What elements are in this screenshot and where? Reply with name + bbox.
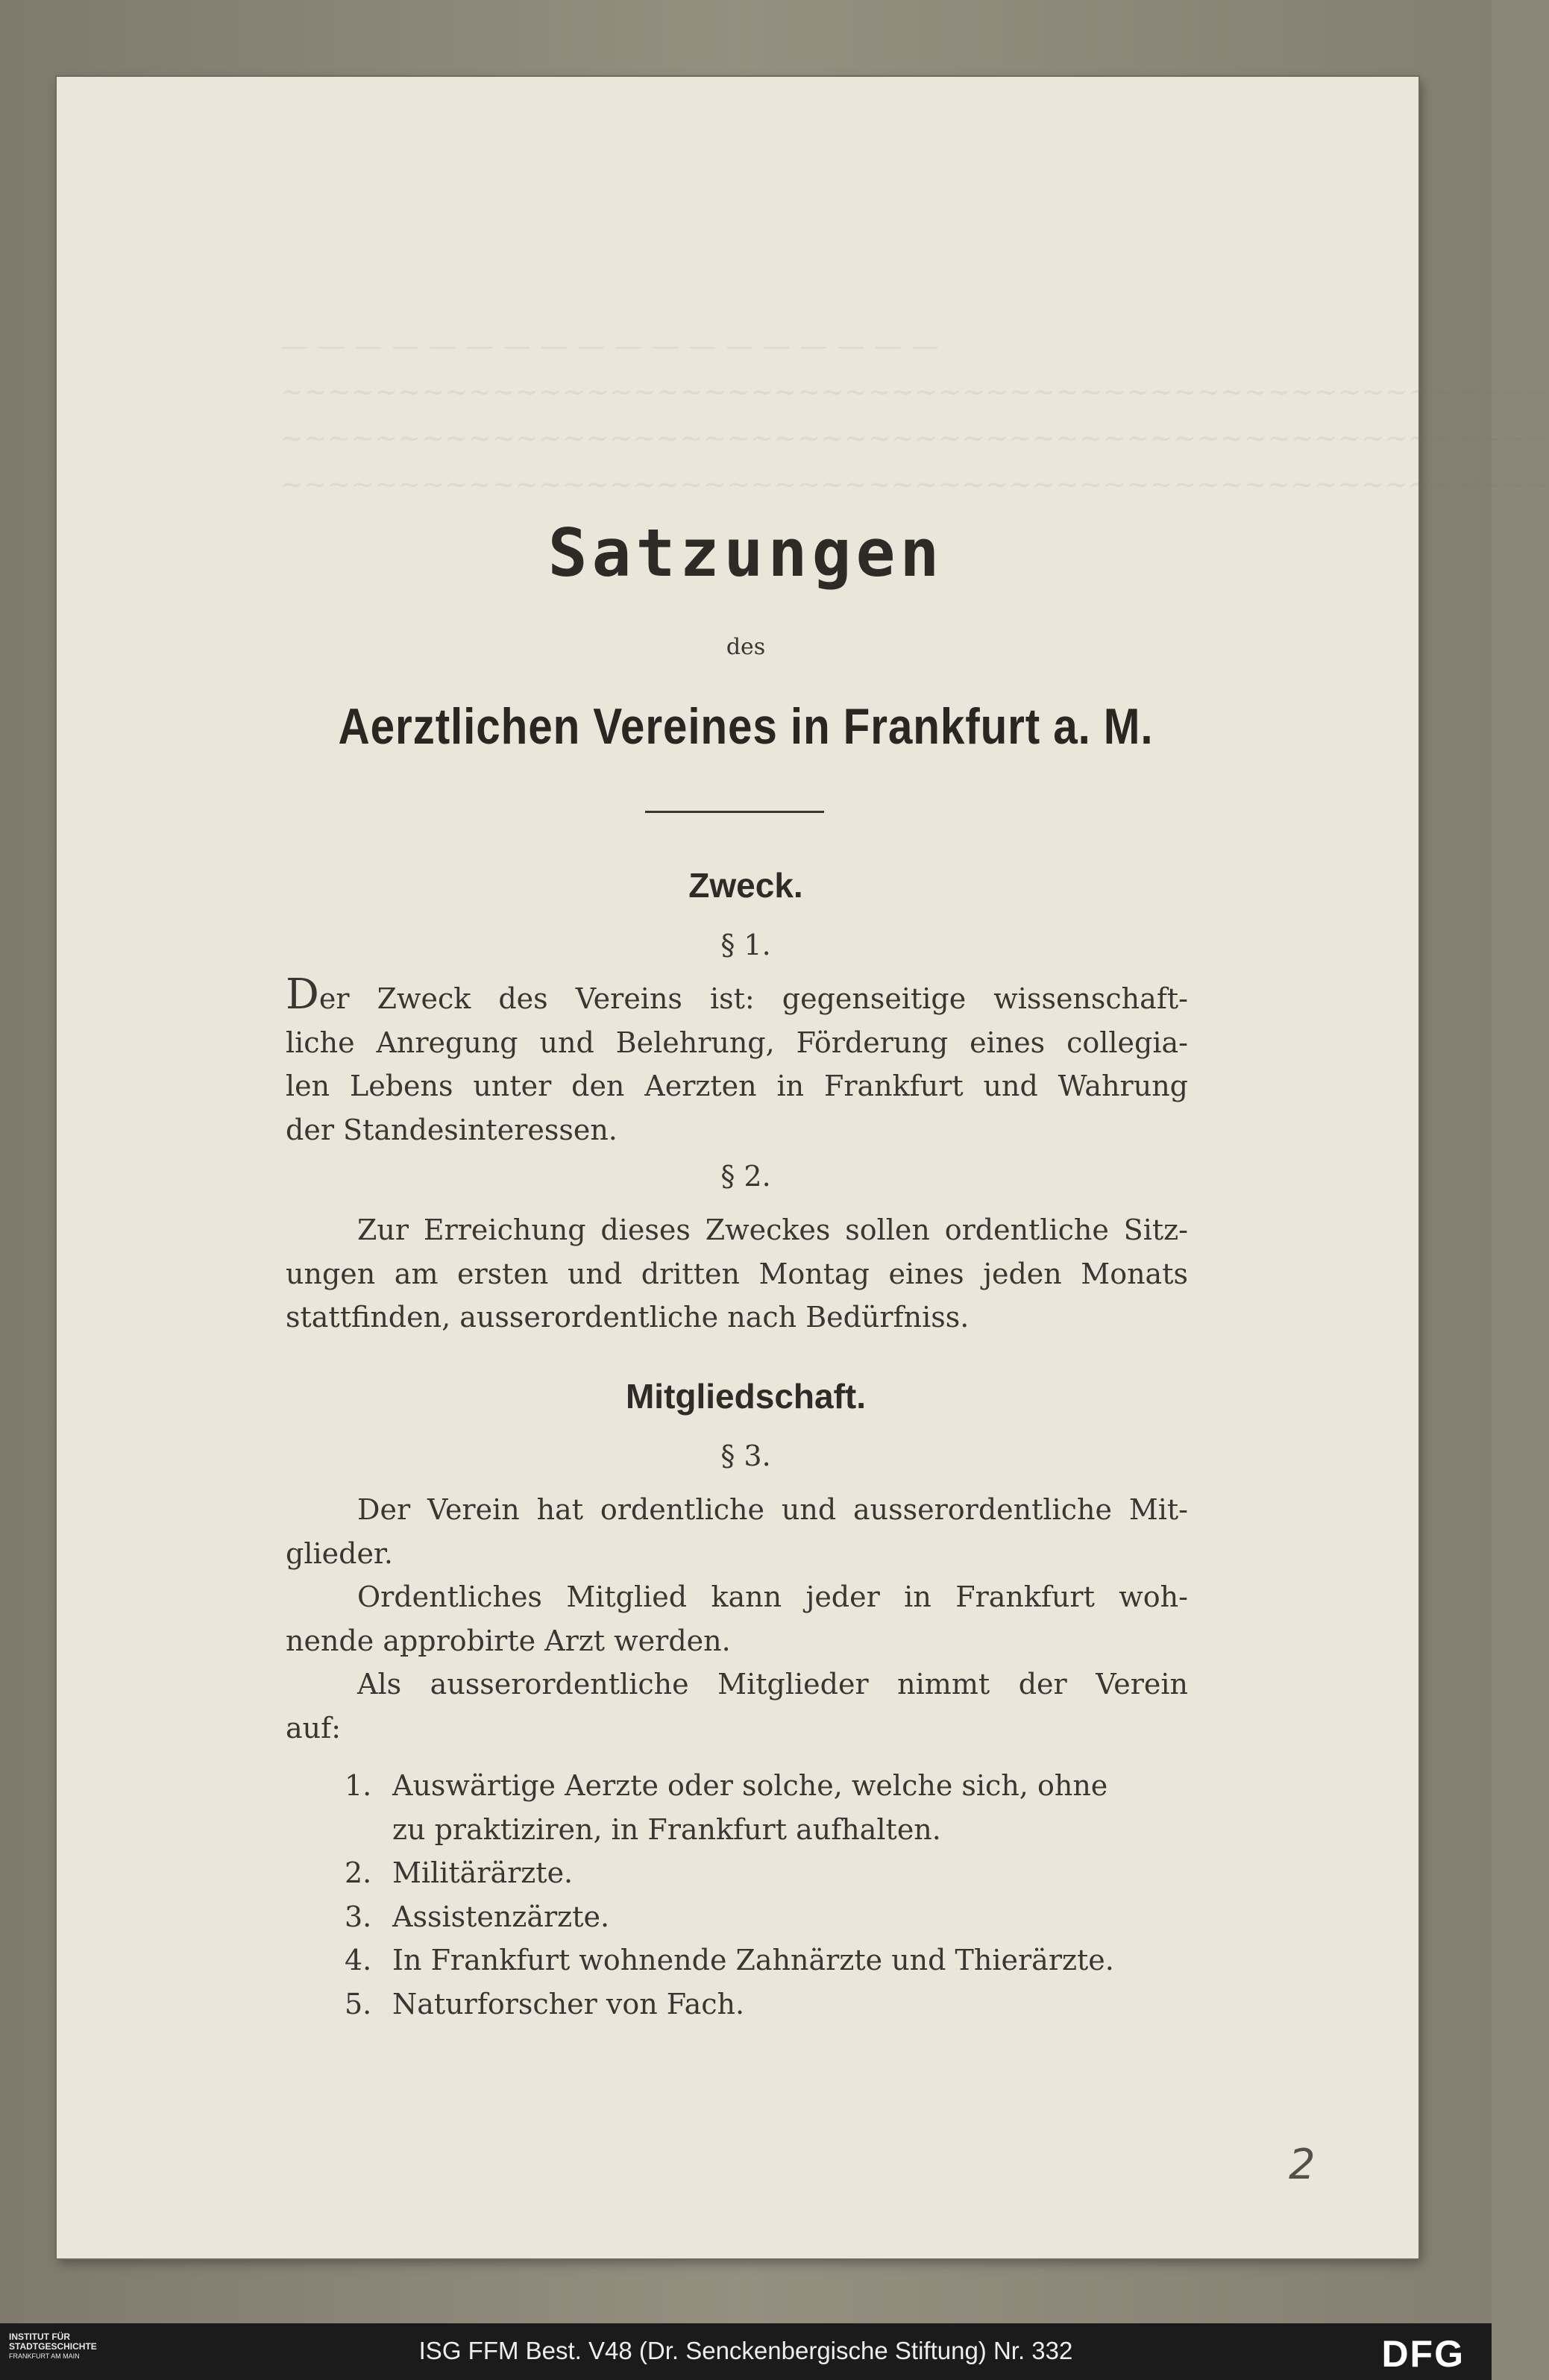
paragraph-line: Der Zweck des Vereins ist: gegenseitige wissenschaft- <box>286 970 1188 1019</box>
drop-cap: D <box>286 970 319 1019</box>
member-type-list <box>345 1764 1187 2026</box>
paragraph-line: Ordentliches Mitglied kann jeder in Frankfurt woh- <box>357 1580 1188 1613</box>
handwritten-page-number: 2 <box>1289 2141 1316 2189</box>
paragraph-line: der Standesinteressen. <box>286 1113 618 1146</box>
paragraph-line: len Lebens unter den Aerzten in Frankfurt und Wahrung <box>286 1070 1188 1102</box>
paragraph-line: Der Verein hat ordentliche und ausserordentliche Mit- <box>357 1493 1188 1526</box>
paragraph-sign-3: § 3. <box>720 1439 771 1472</box>
paragraph-line: nende approbirte Arzt werden. <box>286 1624 731 1657</box>
archive-footer-bar <box>0 2323 1492 2380</box>
list-item-continuation: zu praktiziren, in Frankfurt aufhalten. <box>392 1812 941 1846</box>
paragraph-line: liche Anregung und Belehrung, Förderung eines collegia- <box>286 1026 1188 1059</box>
paragraph-sign-2: § 2. <box>720 1160 771 1193</box>
document-title: Satzungen <box>547 515 944 591</box>
paragraph-2-text <box>286 1208 1188 1340</box>
paragraph-line: Zur Erreichung dieses Zweckes sollen ordentliche Sitz- <box>357 1213 1188 1246</box>
title-connector: des <box>726 634 766 660</box>
paragraph-line: auf: <box>286 1711 341 1745</box>
institution-logo: INSTITUT FÜR STADTGESCHICHTE FRANKFURT AM MAIN <box>9 2332 97 2360</box>
paragraph-3-text <box>286 1488 1188 1750</box>
paragraph-1-text <box>286 970 1188 1152</box>
bleed-through-text: — — — — — — — — — — — — — — — — — — ~~~~~~~~~~~~~~~~~~~~~~~~~~~~~~~~~~~~~~~~~~~~~~~~~~~~~~ ~~~~~~~~~~~~~~~~~~~~~~~~~~~~~~~~~~~~~~~~~~~~~~~~~~~~~~ ~~~~~~~~~~~~~~~~~~~~~~~~~~~~~~~~~~~~~~~~~~~~~~~~~~~~~~ <box>280 330 1549 500</box>
list-item: 5. Naturforscher von Fach. <box>345 1987 745 2021</box>
section-heading-zweck: Zweck. <box>688 866 803 905</box>
organization-name: Aerztlichen Vereines in Frankfurt a. M. <box>338 698 1154 755</box>
paragraph-line: glieder. <box>286 1536 394 1570</box>
list-item: 3. Assistenzärzte. <box>345 1900 610 1933</box>
dfg-logo: DFG <box>1381 2333 1465 2375</box>
list-item: 2. Militärärzte. <box>345 1856 574 1889</box>
list-item: 1. Auswärtige Aerzte oder solche, welche sich, ohne <box>345 1769 1108 1802</box>
archive-caption: ISG FFM Best. V48 (Dr. Senckenbergische Stiftung) Nr. 332 <box>418 2337 1073 2364</box>
paragraph-sign-1: § 1. <box>720 929 771 961</box>
paragraph-line: stattfinden, ausserordentliche nach Bedürfniss. <box>286 1301 970 1334</box>
title-divider <box>645 811 824 813</box>
paragraph-line: ungen am ersten und dritten Montag eines jeden Monats <box>286 1257 1188 1290</box>
section-heading-mitgliedschaft: Mitgliedschaft. <box>625 1377 867 1416</box>
paragraph-line: Als ausserordentliche Mitglieder nimmt der Verein <box>357 1668 1188 1701</box>
list-item: 4. In Frankfurt wohnende Zahnärzte und Thierärzte. <box>345 1944 1114 1976</box>
